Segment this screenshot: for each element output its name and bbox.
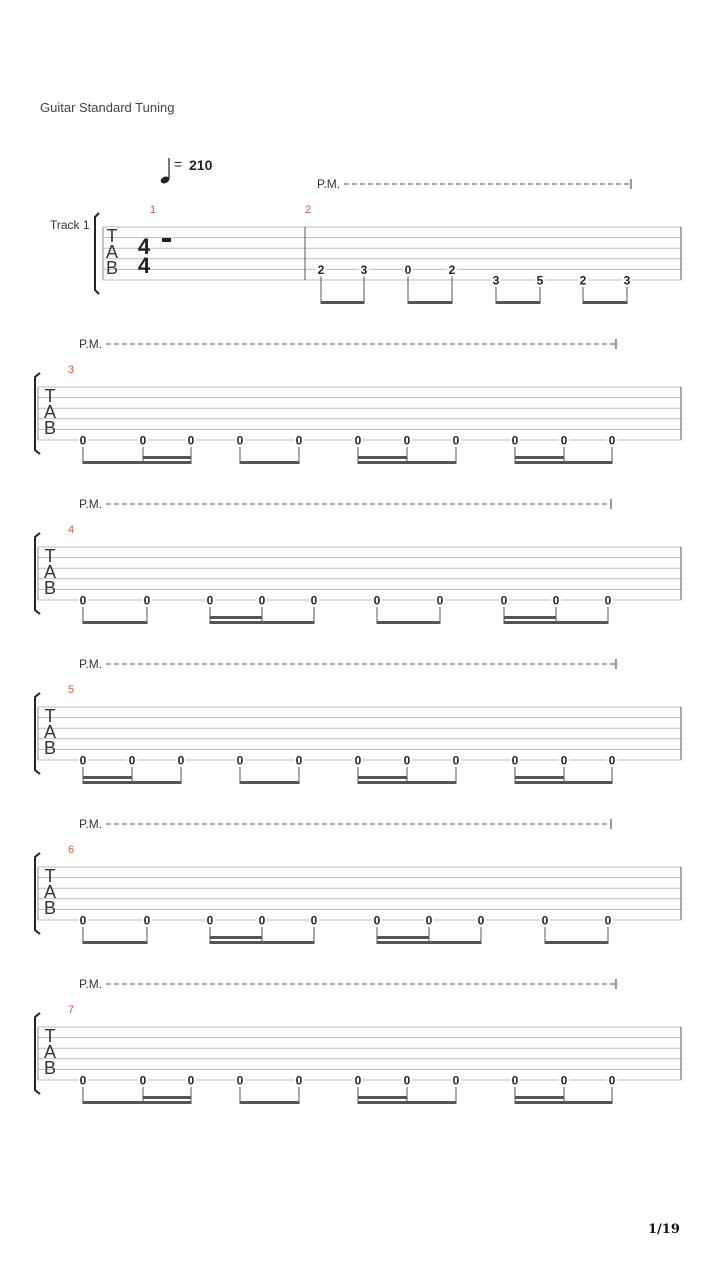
fret-number: 0: [258, 593, 266, 608]
page-number: 1/19: [648, 1222, 680, 1237]
beam: [83, 461, 191, 464]
palm-mute-label: P.M.: [79, 977, 103, 991]
beam: [210, 621, 314, 624]
beam: [515, 461, 612, 464]
fret-number: 2: [579, 273, 587, 288]
fret-number: 0: [403, 753, 411, 768]
fret-number: 0: [604, 593, 612, 608]
secondary-beam: [83, 776, 132, 779]
fret-number: 0: [373, 593, 381, 608]
fret-number: 3: [623, 273, 631, 288]
tab-clef-letter: T: [44, 706, 56, 726]
palm-mute-label: P.M.: [79, 817, 103, 831]
fret-number: 2: [448, 262, 456, 277]
beam: [377, 621, 440, 624]
beam: [496, 301, 540, 304]
fret-number: 0: [236, 433, 244, 448]
measure-number: 6: [68, 844, 75, 856]
staff-system: [35, 977, 681, 1104]
measure-number: 7: [68, 1004, 75, 1016]
staff-bracket: [95, 213, 99, 294]
tempo-equals: =: [174, 156, 183, 172]
fret-number: 0: [560, 433, 568, 448]
tab-clef-letter: A: [43, 402, 57, 422]
tempo-bpm: 210: [189, 157, 213, 173]
measure-number: 2: [305, 204, 312, 216]
measure-number: 3: [68, 364, 75, 376]
staff-system: [35, 817, 681, 944]
fret-number: 0: [128, 753, 136, 768]
tab-clef-letter: A: [43, 562, 57, 582]
beam: [504, 621, 608, 624]
whole-rest: [162, 238, 171, 242]
tab-clef-letter: B: [43, 738, 57, 758]
fret-number: 0: [206, 593, 214, 608]
tuning-label: Guitar Standard Tuning: [40, 100, 175, 115]
fret-number: 3: [492, 273, 500, 288]
secondary-beam: [515, 1096, 564, 1099]
fret-number: 0: [295, 433, 303, 448]
beam: [583, 301, 627, 304]
fret-number: 0: [552, 593, 560, 608]
fret-number: 0: [310, 913, 318, 928]
fret-number: 0: [511, 433, 519, 448]
fret-number: 0: [608, 1073, 616, 1088]
tab-clef-letter: A: [43, 1042, 57, 1062]
fret-number: 5: [536, 273, 544, 288]
fret-number: 3: [360, 262, 368, 277]
secondary-beam: [210, 936, 262, 939]
secondary-beam: [504, 616, 556, 619]
track-name: Track 1: [50, 218, 90, 232]
secondary-beam: [515, 456, 564, 459]
fret-number: 0: [477, 913, 485, 928]
fret-number: 0: [604, 913, 612, 928]
tab-clef-letter: T: [44, 386, 56, 406]
beam: [240, 1101, 299, 1104]
fret-number: 0: [608, 433, 616, 448]
fret-number: 0: [236, 1073, 244, 1088]
tab-clef-letter: B: [43, 898, 57, 918]
fret-number: 0: [452, 433, 460, 448]
tab-clef-letter: A: [105, 242, 119, 262]
fret-number: 0: [236, 753, 244, 768]
fret-number: 0: [79, 593, 87, 608]
tab-clef-letter: T: [44, 1026, 56, 1046]
beam: [358, 461, 456, 464]
beam: [240, 781, 299, 784]
secondary-beam: [358, 776, 407, 779]
beam: [358, 781, 456, 784]
fret-number: 0: [143, 593, 151, 608]
fret-number: 0: [79, 1073, 87, 1088]
fret-number: 0: [403, 433, 411, 448]
fret-number: 0: [373, 913, 381, 928]
fret-number: 0: [310, 593, 318, 608]
fret-number: 0: [187, 433, 195, 448]
palm-mute-label: P.M.: [79, 337, 103, 351]
secondary-beam: [358, 1096, 407, 1099]
fret-number: 0: [452, 1073, 460, 1088]
time-signature-top: 4: [137, 234, 151, 259]
fret-number: 0: [425, 913, 433, 928]
beam: [83, 1101, 191, 1104]
beam: [515, 1101, 612, 1104]
palm-mute-label: P.M.: [79, 497, 103, 511]
tab-clef-letter: A: [43, 882, 57, 902]
measure-number: 1: [150, 204, 157, 216]
beam: [83, 781, 181, 784]
fret-number: 0: [177, 753, 185, 768]
fret-number: 0: [608, 753, 616, 768]
fret-number: 0: [452, 753, 460, 768]
staff-system: [50, 177, 681, 304]
secondary-beam: [210, 616, 262, 619]
secondary-beam: [143, 456, 191, 459]
beam: [515, 781, 612, 784]
tab-clef-letter: B: [105, 258, 119, 278]
tab-clef-letter: T: [44, 866, 56, 886]
staff-system: [35, 497, 681, 624]
fret-number: 0: [206, 913, 214, 928]
fret-number: 0: [139, 1073, 147, 1088]
fret-number: 0: [511, 1073, 519, 1088]
tab-clef-letter: T: [106, 226, 118, 246]
secondary-beam: [377, 936, 429, 939]
fret-number: 0: [354, 753, 362, 768]
fret-number: 0: [560, 1073, 568, 1088]
tab-clef-letter: B: [43, 418, 57, 438]
fret-number: 0: [511, 753, 519, 768]
tab-clef-letter: B: [43, 1058, 57, 1078]
fret-number: 0: [139, 433, 147, 448]
time-signature-bottom: 4: [137, 253, 151, 278]
fret-number: 0: [354, 433, 362, 448]
fret-number: 0: [79, 753, 87, 768]
palm-mute-label: P.M.: [317, 177, 341, 191]
beam: [240, 461, 299, 464]
beam: [210, 941, 314, 944]
fret-number: 0: [258, 913, 266, 928]
measure-number: 4: [68, 524, 75, 536]
fret-number: 0: [560, 753, 568, 768]
fret-number: 0: [79, 433, 87, 448]
beam: [377, 941, 481, 944]
staff-system: [35, 657, 681, 784]
beam: [83, 941, 147, 944]
fret-number: 0: [79, 913, 87, 928]
fret-number: 0: [436, 593, 444, 608]
beam: [83, 621, 147, 624]
palm-mute-label: P.M.: [79, 657, 103, 671]
fret-number: 0: [541, 913, 549, 928]
tab-clef-letter: B: [43, 578, 57, 598]
tab-clef-letter: A: [43, 722, 57, 742]
fret-number: 0: [354, 1073, 362, 1088]
secondary-beam: [358, 456, 407, 459]
fret-number: 0: [500, 593, 508, 608]
fret-number: 2: [317, 262, 325, 277]
fret-number: 0: [404, 262, 412, 277]
fret-number: 0: [403, 1073, 411, 1088]
tab-clef-letter: T: [44, 546, 56, 566]
beam: [408, 301, 452, 304]
beam: [321, 301, 364, 304]
beam: [358, 1101, 456, 1104]
fret-number: 0: [143, 913, 151, 928]
secondary-beam: [515, 776, 564, 779]
fret-number: 0: [295, 753, 303, 768]
fret-number: 0: [187, 1073, 195, 1088]
measure-number: 5: [68, 684, 75, 696]
secondary-beam: [143, 1096, 191, 1099]
staff-system: [35, 337, 681, 464]
fret-number: 0: [295, 1073, 303, 1088]
tempo-marking: [160, 156, 213, 185]
beam: [545, 941, 608, 944]
